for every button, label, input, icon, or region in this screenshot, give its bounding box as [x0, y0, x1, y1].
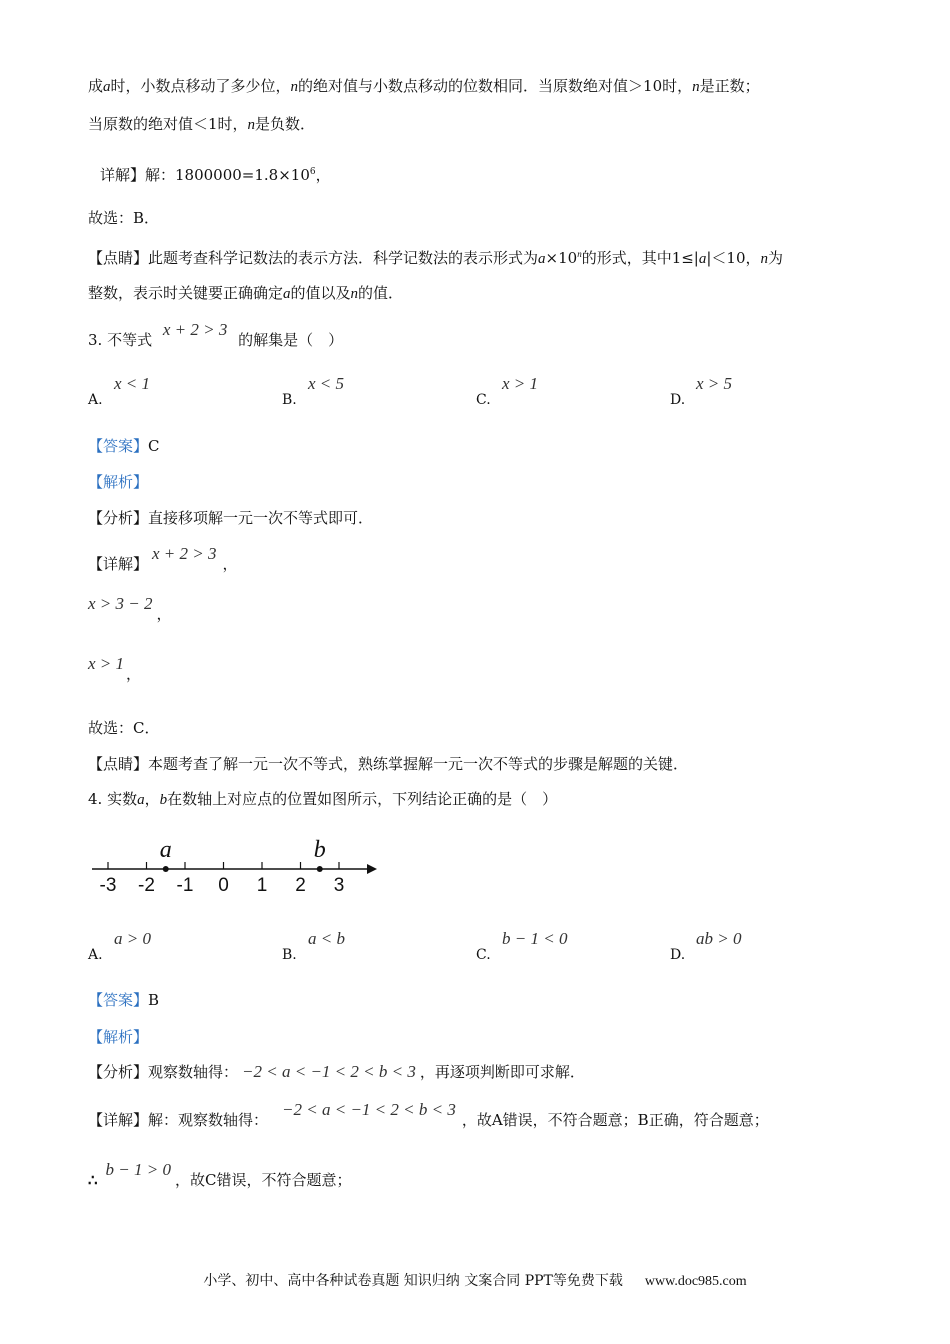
q3-fenxi: 【分析】直接移项解一元一次不等式即可．	[88, 509, 374, 527]
tick-label: -2	[138, 875, 155, 896]
tick-label: 3	[333, 875, 345, 896]
footer-site-link[interactable]: www.doc985.com	[644, 1274, 747, 1289]
point-b	[317, 866, 323, 872]
q3-option-a[interactable]: A. x < 1	[88, 374, 151, 408]
q4-fenxi: 【分析】观察数轴得： −2 < a < −1 < 2 < b < 3 ，再逐项判断即可求解．	[88, 1062, 585, 1081]
tick-label: 0	[218, 875, 229, 896]
point-b-label: b	[313, 837, 326, 863]
q3-option-d[interactable]: D. x > 5	[670, 374, 733, 408]
page-footer: 小学、初中、高中各种试卷真题 知识归纳 文案合同 PPT等免费下载 www.doc985.com	[203, 1273, 747, 1289]
tick-label: -3	[99, 875, 117, 896]
q4-option-c[interactable]: C. b − 1 < 0	[476, 929, 568, 963]
point-a	[163, 866, 169, 872]
q3-stem-math: x + 2 > 3	[162, 320, 228, 339]
number-line	[80, 835, 390, 905]
q2-note: 【点睛】此题考查科学记数法的表示方法．科学记数法的表示形式为$a\times 10^n$的形式，其中1≤|a|＜10，n为	[88, 249, 784, 267]
q4-therefore: ∴b − 1 > 0，故C错误，不符合题意；	[88, 1160, 352, 1189]
q3-detail: 【详解】x + 2 > 3，	[88, 544, 238, 573]
q4-option-a[interactable]: A. a > 0	[88, 929, 151, 963]
q2-detail: 详解】解：$1800000=1.8\times 10^6$，	[100, 166, 331, 184]
tick-label: 1	[256, 875, 268, 896]
q4-stem: 4. 实数a，b在数轴上对应点的位置如图所示，下列结论正确的是（ ）	[88, 790, 558, 808]
q3-stem: 3. 不等式 x + 2 > 3 的解集是（ ）	[88, 320, 344, 349]
q4-detail: 【详解】解：观察数轴得：−2 < a < −1 < 2 < b < 3，故A错误，不符合题意；B正确，符合题意；	[88, 1100, 769, 1129]
q4-answer: 【答案】B	[88, 991, 160, 1009]
q3-option-b[interactable]: B. x < 5	[282, 374, 345, 408]
tick-label: 2	[295, 875, 306, 896]
q3-note: 【点睛】本题考查了解一元一次不等式，熟练掌握解一元一次不等式的步骤是解题的关键．	[88, 755, 689, 773]
q3-choice: 故选：C．	[88, 719, 160, 737]
para-line: 当原数的绝对值＜1时，n是负数．	[88, 115, 316, 133]
point-a-label: a	[159, 837, 172, 863]
q3-answer: 【答案】C	[88, 437, 160, 455]
axis-arrow	[367, 864, 377, 874]
tick-label: -1	[176, 875, 194, 896]
q3-option-c[interactable]: C. x > 1	[476, 374, 539, 408]
q2-note-line2: 整数，表示时关键要正确确定a的值以及n的值．	[88, 284, 404, 302]
q3-step-3: x > 1，	[88, 654, 142, 683]
q4-option-b[interactable]: B. a < b	[282, 929, 345, 963]
q4-option-d[interactable]: D. ab > 0	[670, 929, 742, 963]
q4-analysis: 【解析】	[88, 1028, 149, 1046]
para-line: 成a时，小数点移动了多少位，n的绝对值与小数点移动的位数相同．当原数绝对值＞10时，n是正数；	[88, 77, 760, 95]
q2-choice: 故选：B．	[88, 209, 160, 227]
q3-analysis: 【解析】	[88, 473, 149, 491]
q3-step-2: x > 3 − 2，	[88, 594, 172, 623]
